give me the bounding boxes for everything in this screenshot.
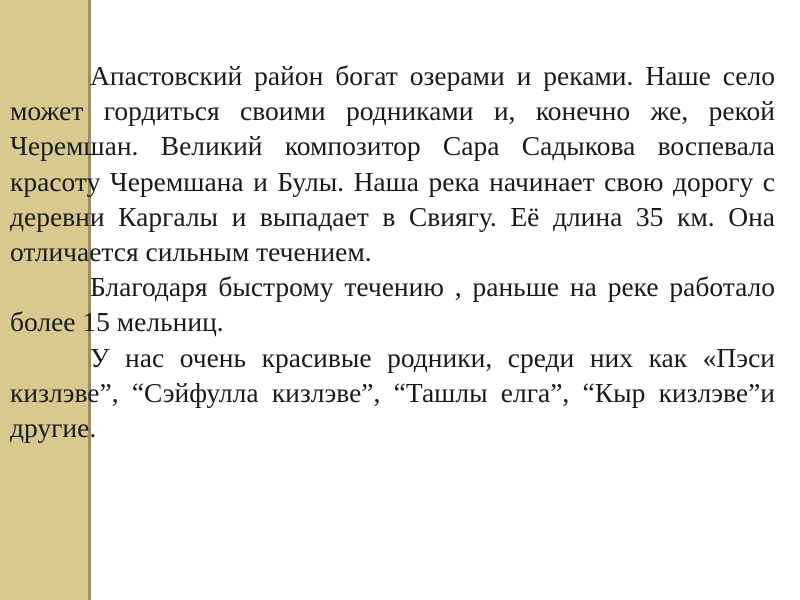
paragraph-mills: Благодаря быстрому течению , раньше на реке работало более 15 мельниц. — [10, 271, 775, 338]
text-block — [10, 58, 775, 445]
paragraph-rivers: Апастовский район богат озерами и реками. Наше село может гордиться своими родниками и, конечно же, рекой Черемшан. Великий композитор Сара Садыкова воспевала красоту Черемшана и Булы. Наша река начинает свою дорогу с деревни Каргалы и выпадает в Свиягу. Её длина 35 км. Она отличается сильным течением. — [10, 60, 775, 268]
paragraph-springs: У нас очень красивые родники, среди них как «Пэси кизлэве”, “Сэйфулла кизлэве”, “Ташлы елга”, “Кыр кизлэве”и другие. — [10, 341, 775, 444]
